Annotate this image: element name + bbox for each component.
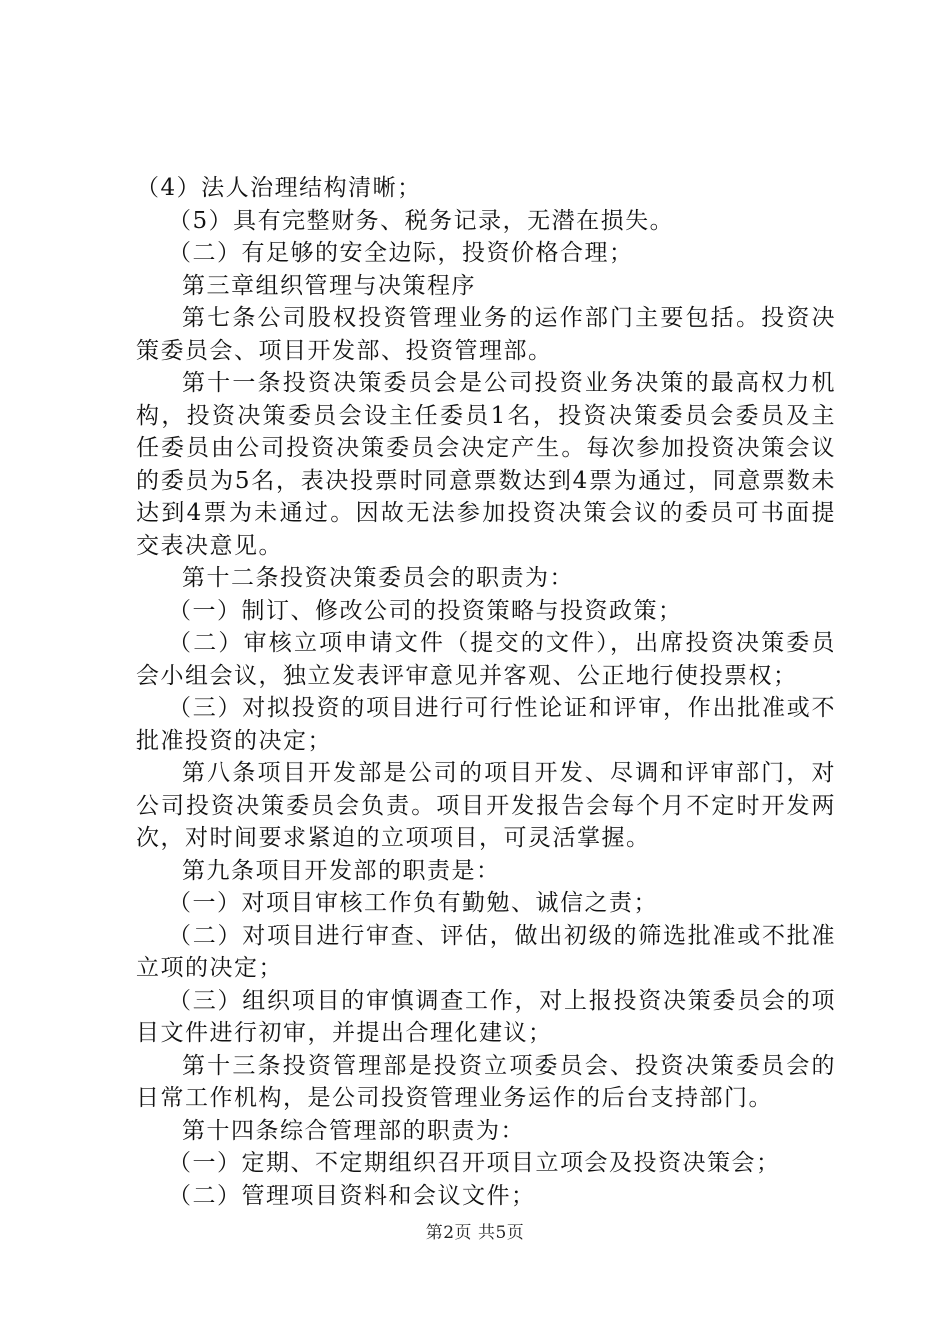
paragraph: 第十三条投资管理部是投资立项委员会、投资决策委员会的日常工作机构，是公司投资管理业务运作的后台支持部门。 <box>136 1052 836 1111</box>
paragraph: （4）法人治理结构清晰； <box>136 175 422 201</box>
paragraph: （三）组织项目的审慎调查工作，对上报投资决策委员会的项目文件进行初审，并提出合理化建议； <box>136 987 836 1046</box>
paragraph: （一）制订、修改公司的投资策略与投资政策； <box>168 597 683 624</box>
paragraph: 第十一条投资决策委员会是公司投资业务决策的最高权力机构，投资决策委员会设主任委员1名，投资决策委员会委员及主任委员由公司投资决策委员会决定产生。每次参加投资决策会议的委员为5名，表决投票时同意票数达到4票为通过，同意票数未达到4票为未通过。因故无法参加投资决策会议的委员可书面提交表决意见。 <box>136 370 836 559</box>
paragraph: 第七条公司股权投资管理业务的运作部门主要包括。投资决策委员会、项目开发部、投资管理部。 <box>136 305 836 364</box>
page-footer <box>0 1218 950 1243</box>
paragraph: （二）审核立项申请文件（提交的文件），出席投资决策委员会小组会议，独立发表评审意见并客观、公正地行使投票权； <box>136 630 836 689</box>
paragraph: （二）有足够的安全边际，投资价格合理； <box>168 240 634 266</box>
paragraph: 第十二条投资决策委员会的职责为： <box>182 565 574 591</box>
paragraph: 第九条项目开发部的职责是： <box>182 857 501 884</box>
chapter-heading: 第三章组织管理与决策程序 <box>182 272 476 299</box>
paragraph: （二）管理项目资料和会议文件； <box>168 1182 536 1209</box>
page-number-label: 第2页 共5页 <box>425 1223 525 1243</box>
paragraph: （一）定期、不定期组织召开项目立项会及投资决策会； <box>168 1150 781 1176</box>
paragraph: （一）对项目审核工作负有勤勉、诚信之责； <box>168 890 658 916</box>
paragraph: （5）具有完整财务、税务记录，无潜在损失。 <box>168 207 675 234</box>
document-body <box>136 172 836 1212</box>
paragraph: （二）对项目进行审查、评估，做出初级的筛选批准或不批准立项的决定； <box>136 922 836 981</box>
paragraph: 第八条项目开发部是公司的项目开发、尽调和评审部门，对公司投资决策委员会负责。项目开发报告会每个月不定时开发两次，对时间要求紧迫的立项项目，可灵活掌握。 <box>136 760 836 851</box>
paragraph: 第十四条综合管理部的职责为： <box>182 1117 525 1144</box>
paragraph: （三）对拟投资的项目进行可行性论证和评审，作出批准或不批准投资的决定； <box>136 695 836 754</box>
